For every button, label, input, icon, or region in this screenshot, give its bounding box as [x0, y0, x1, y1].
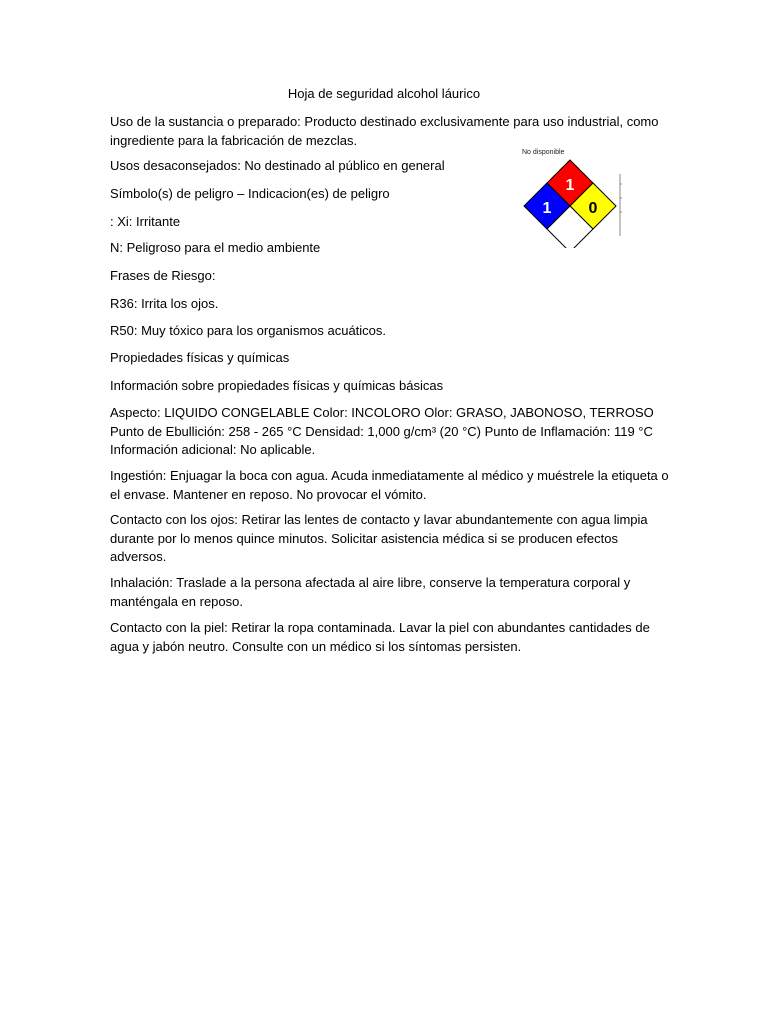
document-title: Hoja de seguridad alcohol láurico: [287, 86, 481, 101]
nfpa-diamond: [522, 148, 632, 248]
paragraph-xi-irritante: : Xi: Irritante: [110, 214, 181, 229]
paragraph-inhalacion: Inhalación: Traslade a la persona afectada al aire libre, conserve la temperatura corporal y manténgala en reposo.: [110, 575, 631, 609]
nfpa-caption: No disponible: [522, 149, 565, 156]
paragraph-usos-desaconsejados: Usos desaconsejados: No destinado al público en general: [110, 158, 445, 173]
paragraph-simbolos-peligro: Símbolo(s) de peligro – Indicacion(es) de peligro: [110, 186, 390, 201]
paragraph-r50: R50: Muy tóxico para los organismos acuáticos.: [110, 323, 387, 338]
nfpa-health-value: 1: [542, 200, 552, 217]
paragraph-peligroso-ambiente: N: Peligroso para el medio ambiente: [110, 240, 321, 255]
nfpa-diamond-graphic: [522, 148, 632, 248]
paragraph-contacto-ojos: Contacto con los ojos: Retirar las lentes de contacto y lavar abundantemente con agua limpia durante por lo menos quince minutos. Solicitar asistencia médica si se producen efectos adversos.: [110, 512, 648, 564]
nfpa-reactivity-value: 0: [588, 200, 598, 217]
nfpa-flammability-value: 1: [565, 177, 575, 194]
paragraph-informacion-propiedades: Información sobre propiedades físicas y químicas básicas: [110, 378, 444, 393]
paragraph-contacto-piel: Contacto con la piel: Retirar la ropa contaminada. Lavar la piel con abundantes cantidades de agua y jabón neutro. Consulte con un médico si los síntomas persisten.: [110, 620, 650, 654]
paragraph-frases-riesgo: Frases de Riesgo:: [110, 268, 216, 283]
paragraph-aspecto: Aspecto: LIQUIDO CONGELABLE Color: INCOLORO Olor: GRASO, JABONOSO, TERROSO Punto de Ebullición: 258 - 265 °C Densidad: 1,000 g/cm³ (20 °C) Punto de Inflamación: 119 °C Información adicional: No aplicable.: [110, 405, 654, 457]
paragraph-propiedades: Propiedades físicas y químicas: [110, 350, 290, 365]
paragraph-r36: R36: Irrita los ojos.: [110, 296, 219, 311]
paragraph-uso: Uso de la sustancia o preparado: Producto destinado exclusivamente para uso industrial, como ingrediente para la fabricación de mezclas.: [110, 114, 659, 148]
paragraph-ingestion: Ingestión: Enjuagar la boca con agua. Acuda inmediatamente al médico y muéstrele la etiqueta o el envase. Mantener en reposo. No provocar el vómito.: [110, 468, 669, 502]
